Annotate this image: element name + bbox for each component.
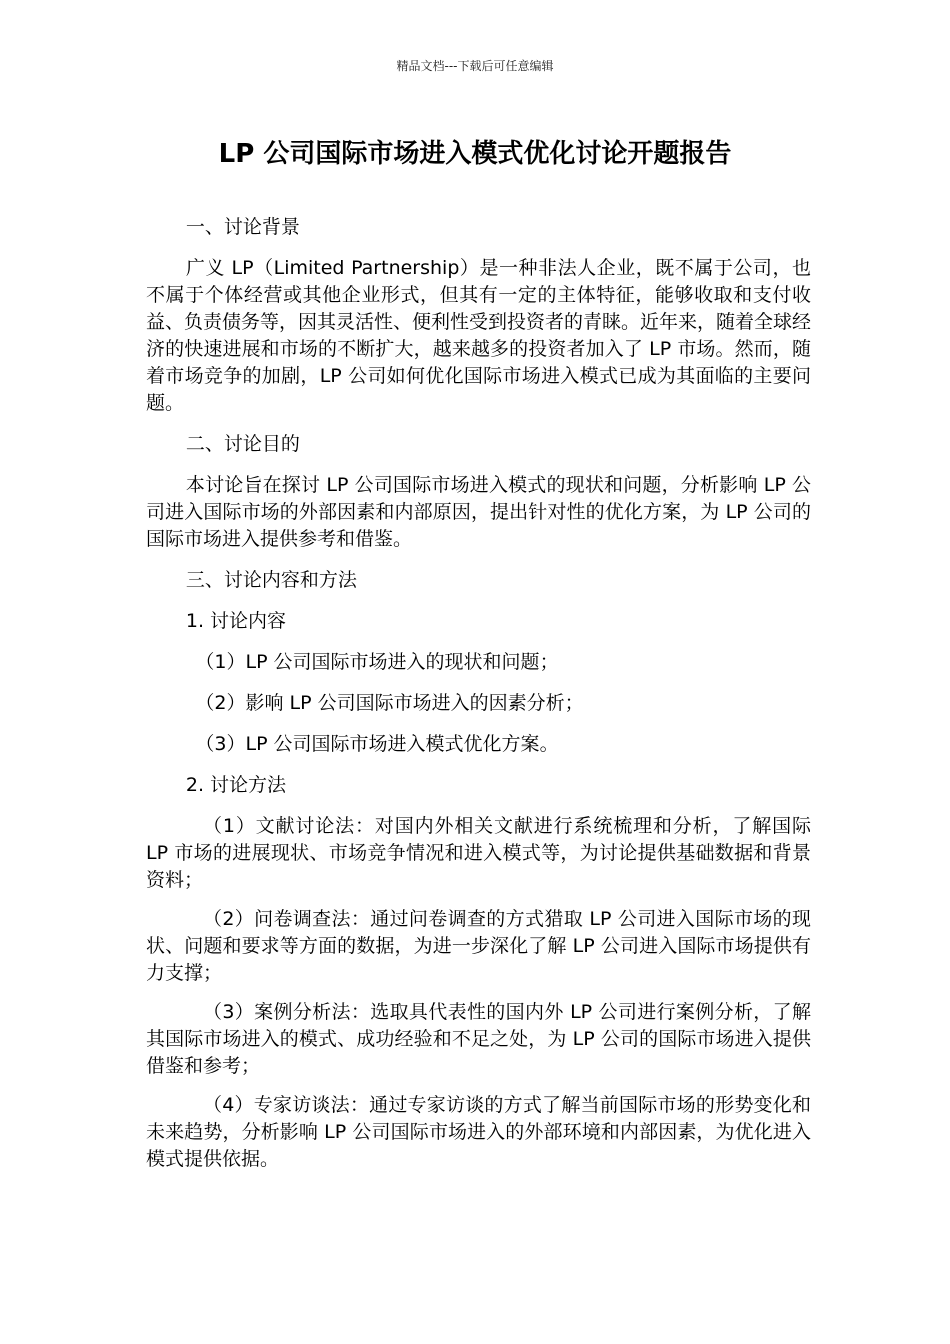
section-2-paragraph: 本讨论旨在探讨 LP 公司国际市场进入模式的现状和问题，分析影响 LP 公司进入国际市场的外部因素和内部原因，提出针对性的优化方案，为 LP 公司的国际市场进入提供参考和借鉴。 xyxy=(146,474,811,550)
page-title: LP 公司国际市场进入模式优化讨论开题报告 xyxy=(218,139,732,169)
content-item: （3）LP 公司国际市场进入模式优化方案。 xyxy=(195,733,559,755)
method-item: （1）文献讨论法：对国内外相关文献进行系统梳理和分析，了解国际 LP 市场的进展现状、市场竞争情况和进入模式等，为讨论提供基础数据和背景资料； xyxy=(146,815,811,891)
header-note: 精品文档---下载后可任意编辑 xyxy=(396,59,554,73)
content-item: （2）影响 LP 公司国际市场进入的因素分析； xyxy=(195,692,584,714)
section-3-heading: 三、讨论内容和方法 xyxy=(185,569,357,591)
document-body xyxy=(146,214,811,1185)
method-item: （3）案例分析法：选取具代表性的国内外 LP 公司进行案例分析，了解其国际市场进入的模式、成功经验和不足之处，为 LP 公司的国际市场进入提供借鉴和参考； xyxy=(146,1001,811,1077)
section-1-heading: 一、讨论背景 xyxy=(185,216,300,238)
section-3-subheading-content: 1. 讨论内容 xyxy=(185,610,287,632)
content-item: （1）LP 公司国际市场进入的现状和问题； xyxy=(195,651,559,673)
section-1-paragraph: 广义 LP（Limited Partnership）是一种非法人企业，既不属于公司，也不属于个体经营或其他企业形式，但其有一定的主体特征，能够收取和支付收益、负责债务等，因其灵活性、便利性受到投资者的青睐。近年来，随着全球经济的快速进展和市场的不断扩大，越来越多的投资者加入了 LP 市场。然而，随着市场竞争的加剧，LP 公司如何优化国际市场进入模式已成为其面临的主要问题。 xyxy=(146,257,812,414)
section-2-heading: 二、讨论目的 xyxy=(185,433,300,455)
section-3-subheading-method: 2. 讨论方法 xyxy=(185,774,287,796)
method-item: （2）问卷调查法：通过问卷调查的方式猎取 LP 公司进入国际市场的现状、问题和要求等方面的数据，为进一步深化了解 LP 公司进入国际市场提供有力支撑； xyxy=(146,908,811,984)
method-item: （4）专家访谈法：通过专家访谈的方式了解当前国际市场的形势变化和未来趋势，分析影响 LP 公司国际市场进入的外部环境和内部因素，为优化进入模式提供依据。 xyxy=(146,1094,811,1170)
